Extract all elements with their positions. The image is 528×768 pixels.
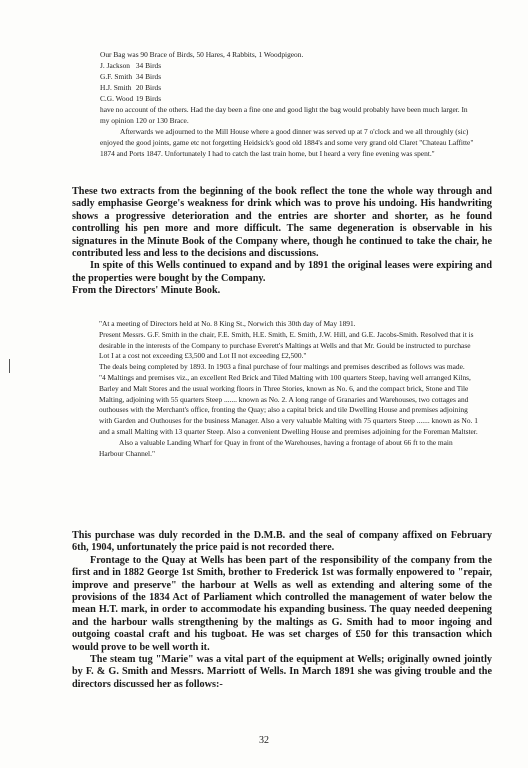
page-number: 32 xyxy=(259,735,269,746)
paragraph-seal: This purchase was duly recorded in the D.M.B. and the seal of company affixed on February 6th, 1904, unfortunately the price paid is not recorded there. xyxy=(72,530,492,554)
quote-maltings: "4 Maltings and premises viz., an excellent Red Brick and Tiled Malting with 100 quarters Steep, having well arranged Kilns, Barley and Malt Stores and the usual working floors in Three Stories, known as No. 6, and the compact brick, Stone and Tile Malting, adjoining with 55 quarters Steep ....... known as No. 2. A long range of Granaries and Warehouses, two cottages and outhouses with the Merchant's office, fronting the Quay; also a capital brick and tile Dwelling House and premises adjoining with Garden and Outhouses for the business Manager. Also a very valuable Malting with 75 quarters Steep ....... known as No. 1 and a small Malting with 13 quarter Steep. Also a convenient Dwelling House and premises adjoining for the Foreman Maltster. xyxy=(99,372,478,436)
shooting-record-quote xyxy=(100,49,476,159)
minute-book-heading: From the Directors' Minute Book. xyxy=(72,285,221,297)
commentary-block xyxy=(72,186,492,298)
birds-row xyxy=(100,71,476,82)
paragraph-drink: These two extracts from the beginning of the book reflect the tone the whole way through and sadly emphasise George's weakness for drink which was to prove his undoing. His handwriting shows a progressive deterioration and the entries are shorter and shorter, as he found controlling his pen more and more difficult. The same degeneration is observable in his signatures in the Minute Book of the Company where, though he continued to take the chair, he contributed less and less to the decisions and discussions. xyxy=(72,186,492,260)
quote-wharf: Also a valuable Landing Wharf for Quay in front of the Warehouses, having a frontage of about 66 ft to the main Harbour Channel." xyxy=(99,437,453,458)
quote-resolution: Present Messrs. G.F. Smith in the chair, F.E. Smith, H.E. Smith, E. Smith, J.W. Hill, and G.E. Jacobs-Smith. Resolved that it is desirable in the interests of the Company to purchase Everett's Maltings at Wells and that Mr. Gould be instructed to purchase Lot I at a cost not exceeding £3,500 and Lot II not exceeding £2,500." xyxy=(99,329,474,361)
birds-row xyxy=(100,93,476,104)
harbour-block xyxy=(72,530,492,691)
dinner-paragraph: Afterwards we adjourned to the Mill House where a good dinner was served up at 7 o'clock and we all throughly (sic) enjoyed the good joints, game etc not forgetting Heidsick's good old 1884's and some very grand old Claret "Chateau Laffitte" 1874 and Ports 1847. Unfortunately I had to catch the last train home, but I heard a very fine evening was spent." xyxy=(100,127,474,158)
shooter-name: H.J. Smith xyxy=(100,83,132,92)
paragraph-tug: The steam tug "Marie" was a vital part of the equipment at Wells; originally owned jointly by F. & G. Smith and Messrs. Marriott of Wells. In March 1891 she was giving trouble and the directors discussed her as follows:- xyxy=(72,654,492,690)
shooter-name: C.G. Wood xyxy=(100,94,134,103)
quote-deals: The deals being completed by 1893. In 1903 a final purchase of four maltings and premises described as follows was made. xyxy=(99,362,465,372)
minute-book-quote xyxy=(99,319,479,459)
birds-row xyxy=(100,82,476,93)
margin-mark xyxy=(9,359,10,373)
paragraph-expansion: In spite of this Wells continued to expand and by 1891 the original leases were expiring and the properties were bought by the Company. xyxy=(72,260,492,284)
quote-meeting: "At a meeting of Directors held at No. 8 King St., Norwich this 30th day of May 1891. xyxy=(99,319,356,328)
bag-note: have no account of the others. Had the day been a fine one and good light the bag would probably have been much larger. In my opinion 120 or 130 Brace. xyxy=(100,105,468,125)
bag-line: Our Bag was 90 Brace of Birds, 50 Hares, 4 Rabbits, 1 Woodpigeon. xyxy=(100,50,304,59)
bird-count: 19 Birds xyxy=(135,94,162,103)
paragraph-frontage: Frontage to the Quay at Wells has been part of the responsibility of the company from the first and in 1882 George 1st Smith, brother to Frederick 1st was formally enpowered to "repair, improve and preserve" the harbour at Wells as well as extending and altering some of the provisions of the 1834 Act of Parliament which controlled the management of water below the mean H.T. mark, in order to accommodate his expanding business. The quay needed deepening and the harbour walls strengthening by the maltings as G. Smith had to moor ingoing and outgoing coastal craft and his tugboat. He was set charges of £50 for this transaction which would prove to be well worth it. xyxy=(72,554,492,653)
bird-count: 20 Birds xyxy=(135,83,162,92)
bird-count: 34 Birds xyxy=(135,72,162,81)
shooter-name: J. Jackson xyxy=(100,61,130,70)
bird-count: 34 Birds xyxy=(135,61,162,70)
birds-row xyxy=(100,60,476,71)
shooter-name: G.F. Smith xyxy=(100,72,133,81)
birds-list xyxy=(100,60,476,104)
